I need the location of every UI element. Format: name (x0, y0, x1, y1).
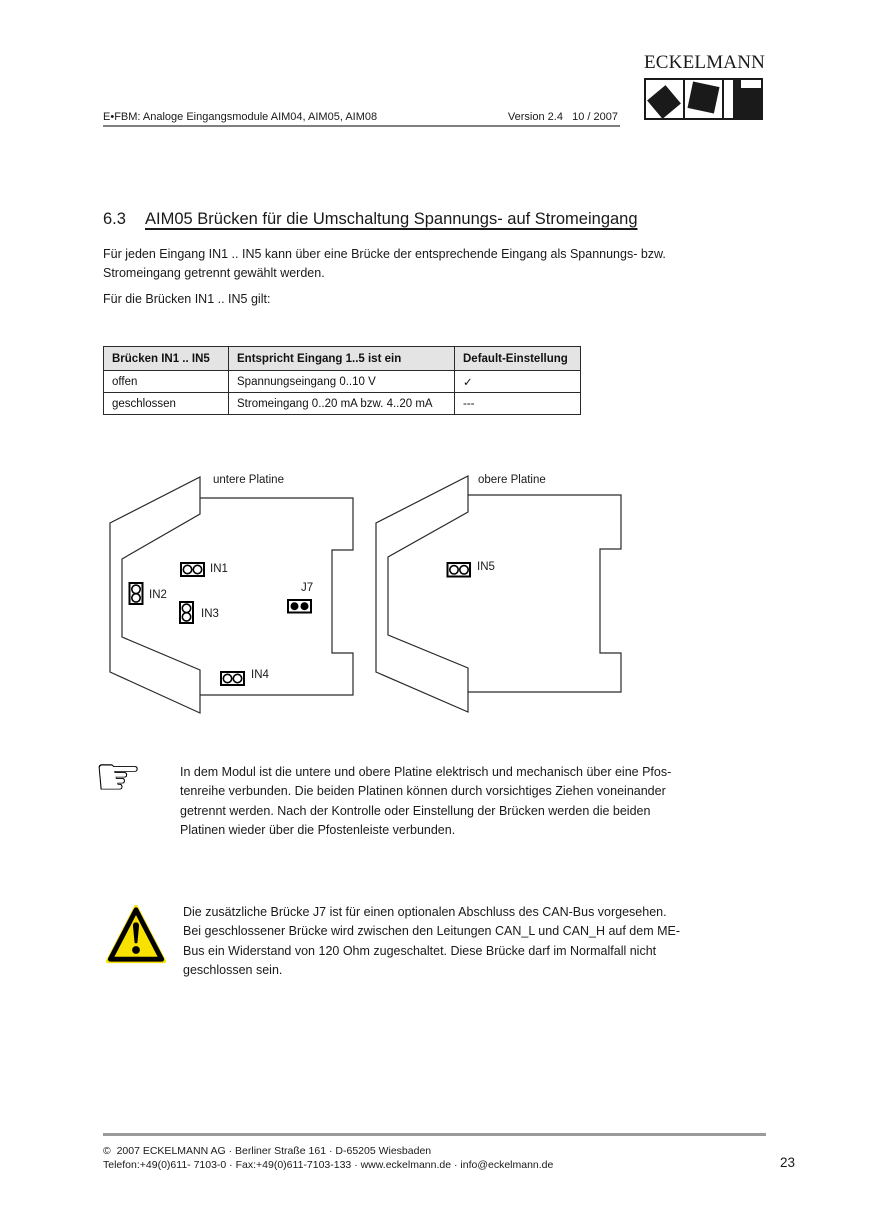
jumper-in5-open (448, 563, 471, 577)
table-header-cell: Default-Einstellung (455, 347, 581, 371)
jumper-settings-table (103, 346, 581, 415)
pointing-hand-icon: ☞ (94, 745, 143, 808)
warning-line: Bus ein Widerstand von 120 Ohm zugeschaltet. Diese Brücke darf im Normalfall nicht (183, 943, 657, 958)
eckelmann-logo (644, 52, 765, 122)
eckelmann-logo-icon (644, 78, 763, 122)
header-rule (103, 125, 620, 127)
table-cell: Stromeingang 0..20 mA bzw. 4..20 mA (229, 393, 455, 415)
lower-board-label: untere Platine (213, 474, 284, 486)
eckelmann-logo-text: ECKELMANN (644, 52, 766, 73)
note-line: Platinen wieder über die Pfostenleiste verbunden. (180, 822, 456, 837)
paragraph-line: Stromeingang getrennt gewählt werden. (103, 266, 325, 280)
table-header-cell: Entspricht Eingang 1..5 ist ein (229, 347, 455, 371)
table-header-cell: Brücken IN1 .. IN5 (104, 347, 229, 371)
upper-board-label: obere Platine (478, 474, 546, 486)
table-cell: offen (104, 371, 229, 393)
jumper-in4-open (221, 672, 244, 685)
note-text (180, 763, 671, 840)
warning-line: Bei geschlossener Brücke wird zwischen den Leitungen CAN_L und CAN_H auf dem ME- (183, 924, 681, 939)
jumper-label-in1: IN1 (210, 563, 228, 575)
jumper-label-j7: J7 (301, 582, 314, 594)
jumper-label-in5: IN5 (477, 561, 495, 573)
intro-paragraph (103, 245, 666, 283)
note-line: tenreihe verbunden. Die beiden Platinen können durch vorsichtiges Ziehen voneinander (180, 784, 666, 799)
note-line: In dem Modul ist die untere und obere Platine elektrisch und mechanisch über eine Pfos- (180, 765, 672, 779)
paragraph-line: Für jeden Eingang IN1 .. IN5 kann über eine Brücke der entsprechende Eingang als Spannungs- bzw. (103, 247, 666, 261)
table-cell: --- (455, 393, 581, 415)
warning-line: Die zusätzliche Brücke J7 ist für einen optionalen Abschluss des CAN-Bus vorgesehen. (183, 905, 667, 919)
table-cell-checkmark: ✓ (455, 371, 581, 393)
header-doc-title: E•FBM: Analoge Eingangsmodule AIM04, AIM05, AIM08 (103, 111, 378, 123)
table-row (104, 371, 581, 393)
section-title: AIM05 Brücken für die Umschaltung Spannungs- auf Stromeingang (145, 210, 638, 228)
jumper-j7-closed (288, 600, 311, 613)
jumper-label-in4: IN4 (251, 669, 269, 681)
table-header-row (104, 347, 581, 371)
jumper-in3-open (180, 602, 193, 623)
section-heading (103, 210, 638, 229)
footer-contact-line: Telefon:+49(0)611- 7103-0 · Fax:+49(0)611-7103-133 · www.eckelmann.de · info@eckelmann.de (103, 1159, 554, 1171)
table-lead-line: Für die Brücken IN1 .. IN5 gilt: (103, 292, 271, 306)
warning-line: geschlossen sein. (183, 962, 283, 977)
upper-board-outline (376, 476, 621, 712)
jumper-in1-open (181, 563, 204, 576)
board-diagrams (100, 468, 640, 720)
footer-copyright-line: © 2007 ECKELMANN AG · Berliner Straße 161 · D-65205 Wiesbaden (103, 1145, 432, 1157)
table-row (104, 393, 581, 415)
table-cell: geschlossen (104, 393, 229, 415)
page-number: 23 (780, 1155, 796, 1170)
jumper-in2-open (130, 583, 143, 604)
header-version: Version 2.4 10 / 2007 (507, 111, 618, 123)
warning-text (183, 903, 680, 980)
jumper-label-in3: IN3 (201, 608, 219, 620)
warning-triangle-icon (105, 904, 167, 966)
footer-rule (103, 1133, 766, 1136)
note-line: getrennt werden. Nach der Kontrolle oder Einstellung der Brücken werden die beiden (180, 803, 651, 818)
jumper-label-in2: IN2 (149, 589, 167, 601)
table-cell: Spannungseingang 0..10 V (229, 371, 455, 393)
section-number: 6.3 (103, 210, 126, 228)
